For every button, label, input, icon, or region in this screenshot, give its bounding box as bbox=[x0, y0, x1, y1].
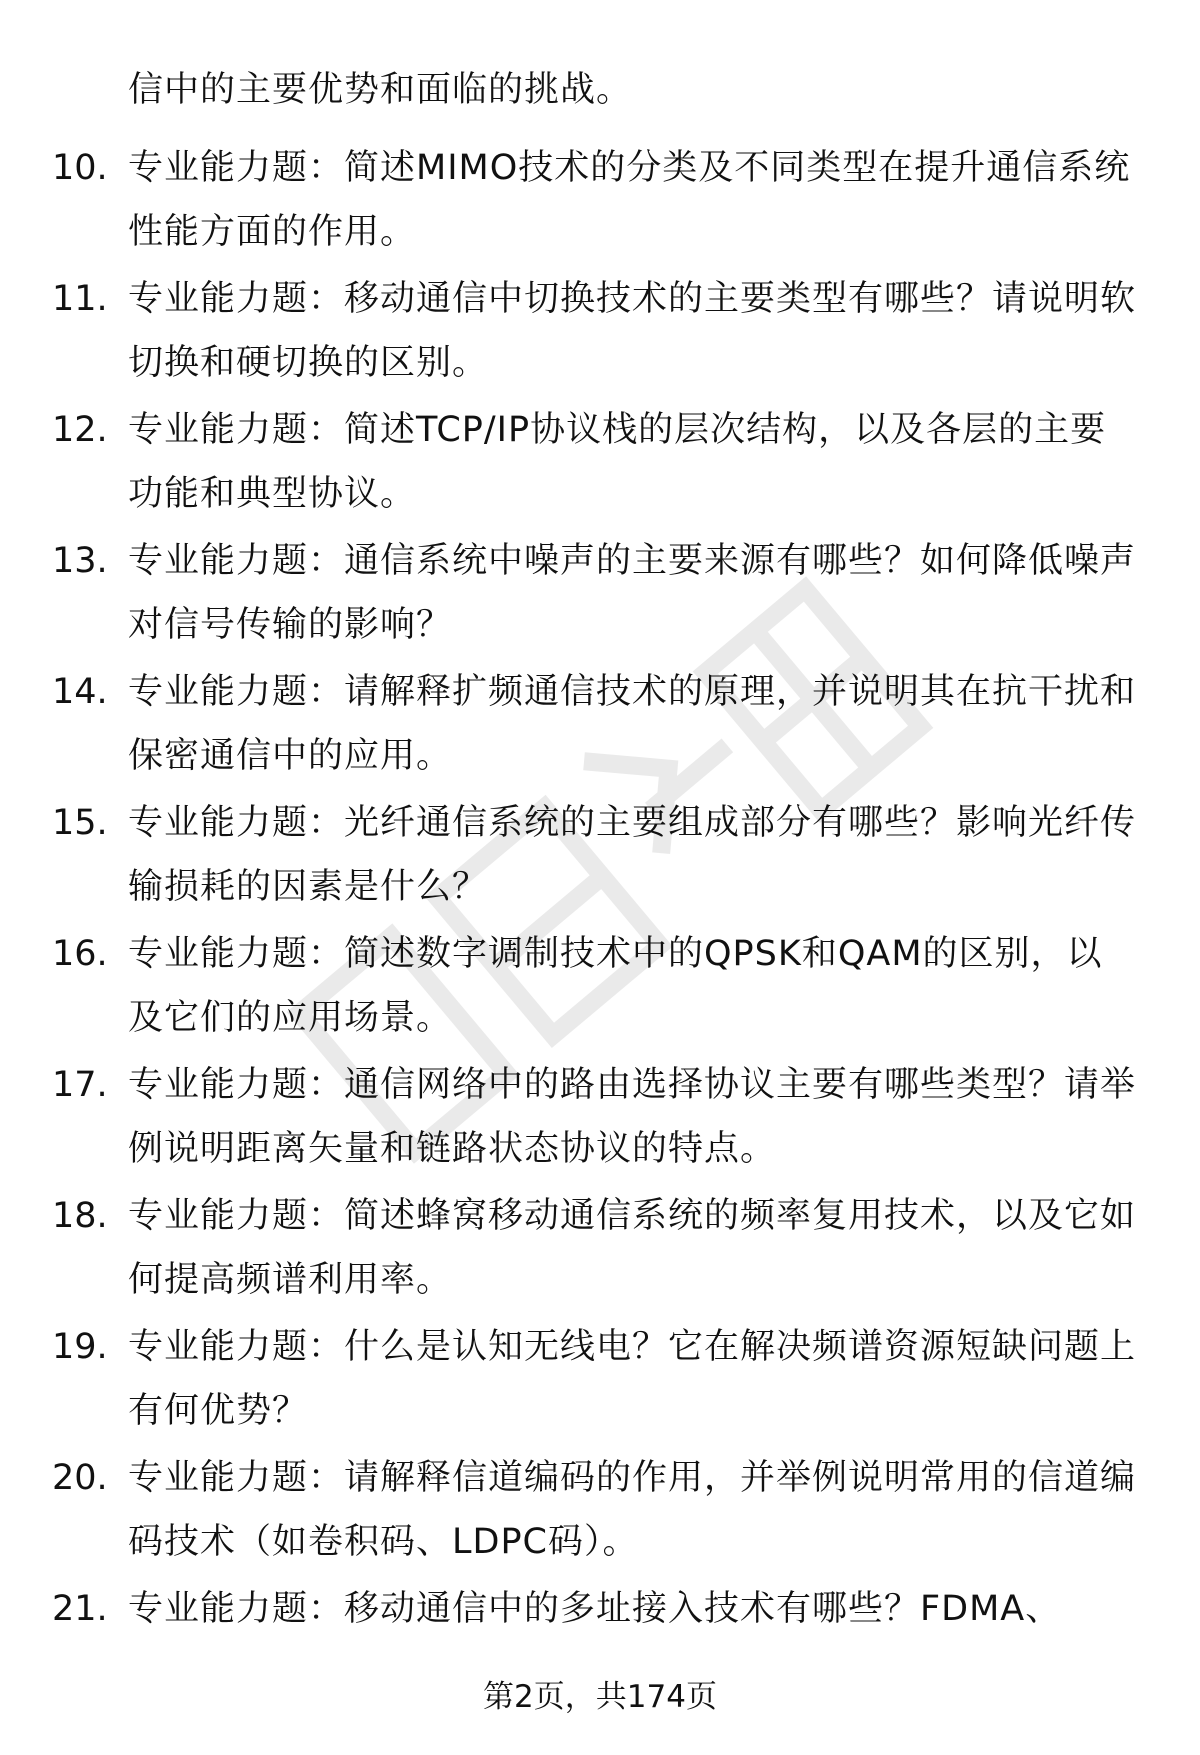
question-number: 15. bbox=[52, 803, 108, 843]
page-number-footer: 第2页，共174页 bbox=[483, 1679, 717, 1715]
question-text: 专业能力题：简述TCP/IP协议栈的层次结构，以及各层的主要功能和典型协议。 bbox=[128, 410, 1107, 514]
question-list bbox=[0, 136, 1200, 1708]
question-number: 12. bbox=[52, 410, 108, 450]
question-number: 13. bbox=[52, 541, 108, 581]
question-item bbox=[0, 398, 1200, 529]
question-number: 16. bbox=[52, 934, 108, 974]
question-text: 专业能力题：通信网络中的路由选择协议主要有哪些类型？请举例说明距离矢量和链路状态协议的特点。 bbox=[128, 1065, 1137, 1169]
question-number: 11. bbox=[52, 279, 108, 319]
question-item bbox=[0, 1053, 1200, 1184]
question-item bbox=[0, 791, 1200, 922]
question-item bbox=[0, 1315, 1200, 1446]
question-number: 21. bbox=[52, 1589, 108, 1629]
question-item bbox=[0, 529, 1200, 660]
question-item bbox=[0, 267, 1200, 398]
question-text: 专业能力题：光纤通信系统的主要组成部分有哪些？影响光纤传输损耗的因素是什么？ bbox=[128, 803, 1137, 907]
question-text: 专业能力题：简述MIMO技术的分类及不同类型在提升通信系统性能方面的作用。 bbox=[128, 148, 1131, 252]
question-number: 20. bbox=[52, 1458, 108, 1498]
question-text: 专业能力题：什么是认知无线电？它在解决频谱资源短缺问题上有何优势？ bbox=[128, 1327, 1137, 1431]
question-number: 18. bbox=[52, 1196, 108, 1236]
question-text: 专业能力题：简述数字调制技术中的QPSK和QAM的区别，以及它们的应用场景。 bbox=[128, 934, 1103, 1038]
question-text: 专业能力题：移动通信中的多址接入技术有哪些？FDMA、 bbox=[128, 1589, 1062, 1629]
question-text: 专业能力题：通信系统中噪声的主要来源有哪些？如何降低噪声对信号传输的影响？ bbox=[128, 541, 1137, 645]
question-text: 专业能力题：请解释信道编码的作用，并举例说明常用的信道编码技术（如卷积码、LDPC码）。 bbox=[128, 1458, 1137, 1562]
question-item bbox=[0, 1446, 1200, 1577]
question-text: 专业能力题：请解释扩频通信技术的原理，并说明其在抗干扰和保密通信中的应用。 bbox=[128, 672, 1137, 776]
question-number: 10. bbox=[52, 148, 108, 188]
question-item bbox=[0, 1184, 1200, 1315]
question-item bbox=[0, 660, 1200, 791]
question-number: 17. bbox=[52, 1065, 108, 1105]
question-number: 14. bbox=[52, 672, 108, 712]
question-item bbox=[0, 922, 1200, 1053]
question-text: 专业能力题：简述蜂窝移动通信系统的频率复用技术，以及它如何提高频谱利用率。 bbox=[128, 1196, 1137, 1300]
question-number: 19. bbox=[52, 1327, 108, 1367]
question-text: 专业能力题：移动通信中切换技术的主要类型有哪些？请说明软切换和硬切换的区别。 bbox=[128, 279, 1137, 383]
carryover-text: 信中的主要优势和面临的挑战。 bbox=[128, 70, 633, 110]
question-item bbox=[0, 136, 1200, 267]
